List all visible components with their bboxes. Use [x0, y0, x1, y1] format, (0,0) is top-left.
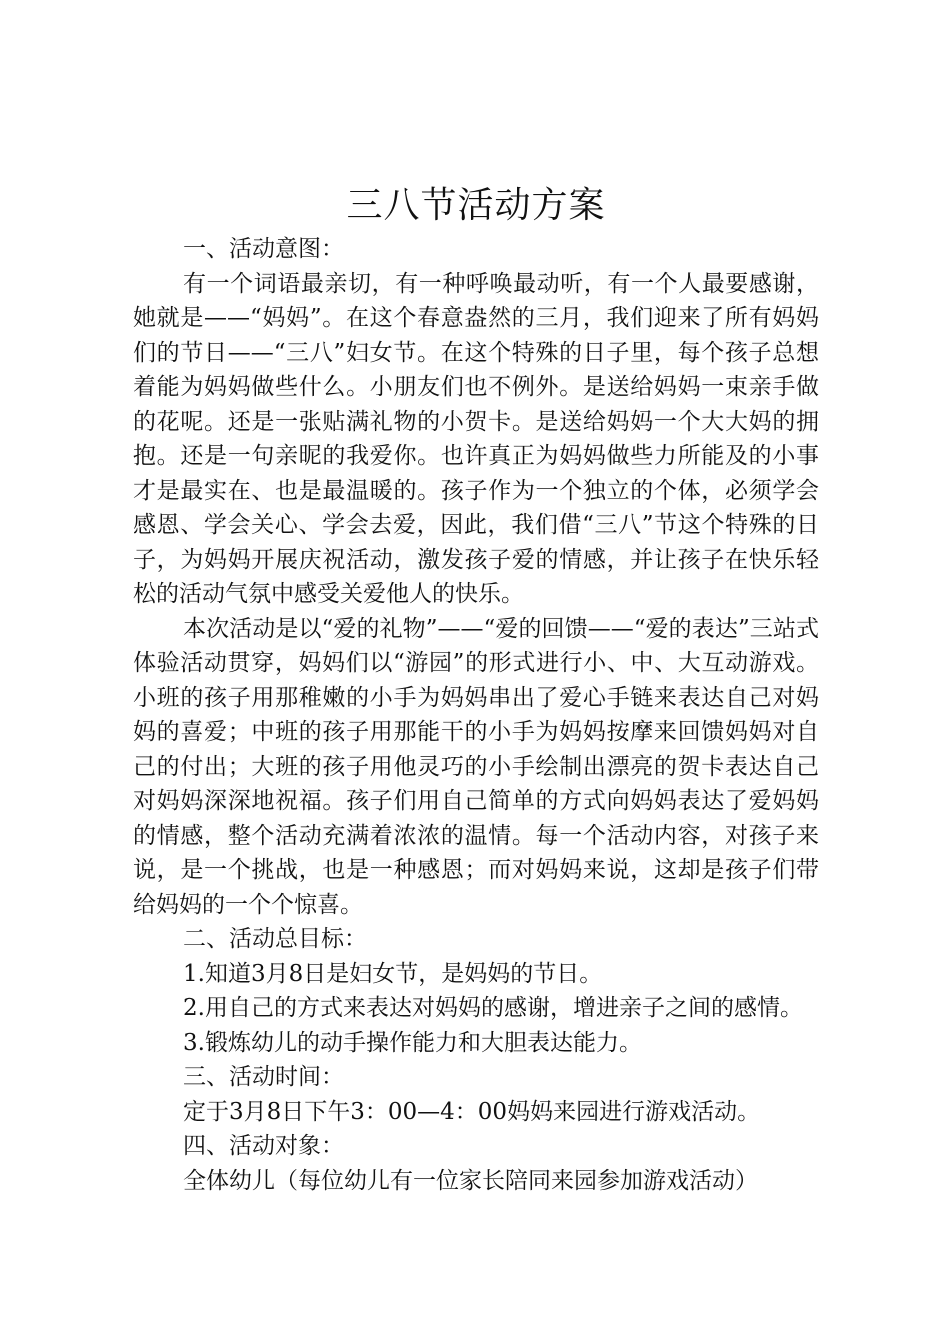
section-heading-goals: 二、活动总目标： [183, 926, 367, 952]
section-heading-intent: 一、活动意图： [183, 236, 344, 262]
paragraph-activity-description: 本次活动是以“爱的礼物”——“爱的回馈——“爱的表达”三站式体验活动贯穿，妈妈们以“游园”的形式进行小、中、大互动游戏。小班的孩子用那稚嫩的小手为妈妈串出了爱心手链来表达自己对妈妈的喜爱；中班的孩子用那能干的小手为妈妈按摩来回馈妈妈对自己的付出；大班的孩子用他灵巧的小手绘制出漂亮的贺卡表达自己对妈妈深深地祝福。孩子们用自己简单的方式向妈妈表达了爱妈妈的情感，整个活动充满着浓浓的温情。每一个活动内容，对孩子来说，是一个挑战，也是一种感恩；而对妈妈来说，这却是孩子们带给妈妈的一个个惊喜。 [133, 615, 819, 918]
section-heading-time: 三、活动时间： [183, 1064, 344, 1090]
paragraph-time: 定于3月8日下午3：00—4：00妈妈来园进行游戏活动。 [183, 1098, 761, 1125]
section-heading-participants: 四、活动对象： [183, 1133, 344, 1159]
document-title: 三八节活动方案 [346, 185, 606, 226]
document-page [133, 180, 819, 1198]
goal-item-3: 3.锻炼幼儿的动手操作能力和大胆表达能力。 [183, 1029, 642, 1056]
paragraph-intent-body: 有一个词语最亲切，有一种呼唤最动听，有一个人最要感谢，她就是——“妈妈”。在这个春意盎然的三月，我们迎来了所有妈妈们的节日——“三八”妇女节。在这个特殊的日子里，每个孩子总想着能为妈妈做些什么。小朋友们也不例外。是送给妈妈一束亲手做的花呢。还是一张贴满礼物的小贺卡。是送给妈妈一个大大妈的拥抱。还是一句亲昵的我爱你。也许真正为妈妈做些力所能及的小事才是最实在、也是最温暖的。孩子作为一个独立的个体，必须学会感恩、学会关心、学会去爱，因此，我们借“三八”节这个特殊的日子，为妈妈开展庆祝活动，激发孩子爱的情感，并让孩子在快乐轻松的活动气氛中感受关爱他人的快乐。 [133, 270, 819, 607]
goal-item-1: 1.知道3月8日是妇女节，是妈妈的节日。 [183, 960, 603, 987]
goal-item-2: 2.用自己的方式来表达对妈妈的感谢，增进亲子之间的感情。 [183, 995, 803, 1021]
paragraph-participants: 全体幼儿（每位幼儿有一位家长陪同来园参加游戏活动） [183, 1167, 758, 1194]
